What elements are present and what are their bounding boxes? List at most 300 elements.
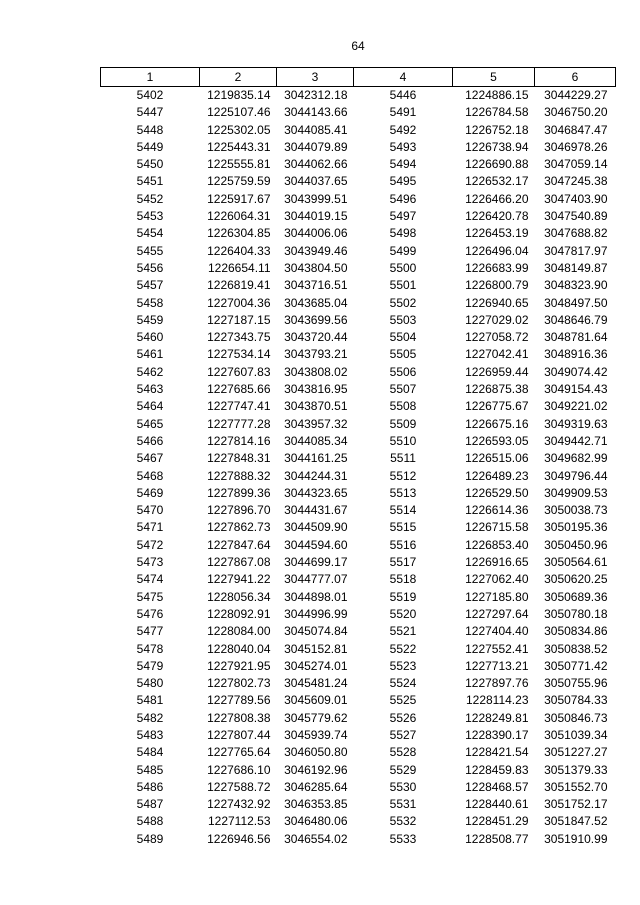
table-cell: 5449 [136,139,164,154]
table-cell: 3050755.96 [544,676,608,691]
table-cell: 5480 [136,676,164,691]
table-cell: 1226466.20 [465,191,529,206]
table-cell: 5468 [136,468,164,483]
table-cell: 5447 [136,105,164,120]
table-cell: 1226784.58 [465,105,529,120]
table-row [101,744,616,761]
table-cell: 3043793.21 [284,347,348,362]
table-cell: 3043720.44 [284,330,348,345]
table-cell: 1226916.65 [465,555,529,570]
table-cell: 1226715.58 [465,520,529,535]
table-row [101,658,616,675]
table-cell: 3051910.99 [544,831,608,846]
table-cell: 5487 [136,797,164,812]
table-cell: 1228468.57 [465,779,529,794]
table-cell: 3050834.86 [544,624,608,639]
table-cell: 5481 [136,693,164,708]
table-header-row [101,68,616,87]
table-cell: 5503 [389,312,417,327]
table-cell: 5500 [389,260,417,275]
table-cell: 1227862.73 [207,520,271,535]
table-cell: 5508 [389,399,417,414]
table-cell: 1225555.81 [207,157,271,172]
table-cell: 3046353.85 [284,797,348,812]
table-row [101,485,616,502]
table-cell: 3044037.65 [284,174,348,189]
table-cell: 3043685.04 [284,295,348,310]
table-cell: 1225443.31 [207,139,271,154]
table-row [101,468,616,485]
table-cell: 3050689.36 [544,589,608,604]
table-cell: 5479 [136,658,164,673]
table-cell: 3050780.18 [544,606,608,621]
table-cell: 3048497.50 [544,295,608,310]
table-cell: 1226683.99 [465,260,529,275]
table-cell: 3048323.90 [544,278,608,293]
table-row [101,398,616,415]
table-cell: 1228056.34 [207,589,271,604]
table-cell: 3047059.14 [544,157,608,172]
table-row [101,779,616,796]
table-row [101,606,616,623]
table-row [101,191,616,208]
table-cell: 5476 [136,606,164,621]
table-row [101,675,616,692]
table-cell: 3043808.02 [284,364,348,379]
table-cell: 5526 [389,710,417,725]
table-cell: 1228508.77 [465,831,529,846]
column-header: 1 [101,68,200,87]
table-cell: 5464 [136,399,164,414]
column-header: 4 [354,68,453,87]
table-cell: 1226752.18 [465,122,529,137]
table-cell: 1226940.65 [465,295,529,310]
table-cell: 3043999.51 [284,191,348,206]
table-cell: 1226489.23 [465,468,529,483]
column-header: 3 [277,68,354,87]
table-row [101,381,616,398]
table-cell: 1227404.40 [465,624,529,639]
table-cell: 5466 [136,433,164,448]
table-cell: 5492 [389,122,417,137]
table-cell: 5469 [136,485,164,500]
table-cell: 5460 [136,330,164,345]
table-cell: 5465 [136,416,164,431]
table-cell: 3043804.50 [284,260,348,275]
table-body [101,87,616,849]
table-cell: 3048781.64 [544,330,608,345]
table-cell: 1226529.50 [465,485,529,500]
table-cell: 3050784.33 [544,693,608,708]
table-cell: 3045939.74 [284,727,348,742]
table-cell: 5456 [136,260,164,275]
table-row [101,519,616,536]
table-cell: 3045152.81 [284,641,348,656]
table-cell: 5488 [136,814,164,829]
table-cell: 3048646.79 [544,312,608,327]
table-cell: 3047245.38 [544,174,608,189]
table-cell: 1227777.28 [207,416,271,431]
table-cell: 5482 [136,710,164,725]
table-cell: 3046978.26 [544,139,608,154]
table-cell: 5523 [389,658,417,673]
column-header: 5 [453,68,535,87]
table-row [101,537,616,554]
table-cell: 1226064.31 [207,209,271,224]
table-cell: 1227808.38 [207,710,271,725]
table-cell: 3044777.07 [284,572,348,587]
table-row [101,156,616,173]
table-row [101,692,616,709]
table-cell: 3045074.84 [284,624,348,639]
table-cell: 3044509.90 [284,520,348,535]
table-cell: 1227058.72 [465,330,529,345]
table-cell: 1227588.72 [207,779,271,794]
table-cell: 1227896.70 [207,503,271,518]
table-cell: 5493 [389,139,417,154]
table-cell: 1228084.00 [207,624,271,639]
table-cell: 5522 [389,641,417,656]
table-cell: 3051379.33 [544,762,608,777]
table-cell: 1227747.41 [207,399,271,414]
table-cell: 1224886.15 [465,88,529,102]
table-cell: 1226614.36 [465,503,529,518]
table-row [101,831,616,848]
table-cell: 1226800.79 [465,278,529,293]
table-cell: 5461 [136,347,164,362]
table-row [101,416,616,433]
table-cell: 5478 [136,641,164,656]
table-cell: 3044143.66 [284,105,348,120]
table-cell: 1226738.94 [465,139,529,154]
table-row [101,589,616,606]
table-cell: 5520 [389,606,417,621]
table-cell: 5458 [136,295,164,310]
table-row [101,173,616,190]
column-header: 6 [535,68,616,87]
table-cell: 3044062.66 [284,157,348,172]
table-cell: 3046554.02 [284,831,348,846]
table-cell: 5459 [136,312,164,327]
table-cell: 3044085.41 [284,122,348,137]
table-cell: 3044006.06 [284,226,348,241]
table-cell: 5471 [136,520,164,535]
table-cell: 5498 [389,226,417,241]
table-cell: 1226532.17 [465,174,529,189]
table-cell: 1227062.40 [465,572,529,587]
table-cell: 5477 [136,624,164,639]
table-cell: 1227899.36 [207,485,271,500]
page-number: 64 [351,39,365,53]
table-cell: 3047817.97 [544,243,608,258]
table-cell: 5452 [136,191,164,206]
table-cell: 3045609.01 [284,693,348,708]
table-cell: 5515 [389,520,417,535]
table-cell: 1227004.36 [207,295,271,310]
table-cell: 5527 [389,727,417,742]
table-cell: 5524 [389,676,417,691]
table-cell: 3044019.15 [284,209,348,224]
table-cell: 5528 [389,745,417,760]
table-row [101,762,616,779]
table-row [101,641,616,658]
table-cell: 5494 [389,157,417,172]
table-cell: 5507 [389,382,417,397]
table-cell: 3045274.01 [284,658,348,673]
table-cell: 1226775.67 [465,399,529,414]
table-cell: 1227112.53 [207,814,271,829]
table-cell: 1227432.92 [207,797,271,812]
table-cell: 1227941.22 [207,572,271,587]
table-cell: 1228421.54 [465,745,529,760]
table-row [101,450,616,467]
table-cell: 5475 [136,589,164,604]
table-cell: 3044996.99 [284,606,348,621]
table-cell: 1227807.44 [207,727,271,742]
table-cell: 1226853.40 [465,537,529,552]
table-cell: 1227042.41 [465,347,529,362]
table-row [101,225,616,242]
table-cell: 5530 [389,779,417,794]
table-cell: 3049442.71 [544,433,608,448]
table-cell: 1227686.10 [207,762,271,777]
table-cell: 5511 [390,451,416,466]
table-cell: 1227685.66 [207,382,271,397]
table-cell: 3045779.62 [284,710,348,725]
table-row [101,796,616,813]
table-cell: 3049074.42 [544,364,608,379]
table-cell: 3047540.89 [544,209,608,224]
table-cell: 3044594.60 [284,537,348,552]
table-cell: 1228092.91 [207,606,271,621]
table-cell: 3047688.82 [544,226,608,241]
table-cell: 3043870.51 [284,399,348,414]
table-cell: 3044229.27 [544,88,608,102]
table-cell: 1227921.95 [207,658,271,673]
table-cell: 3050038.73 [544,503,608,518]
table-cell: 5489 [136,831,164,846]
table-cell: 1228390.17 [465,727,529,742]
table-row [101,346,616,363]
table-cell: 1227847.64 [207,537,271,552]
table-cell: 3046847.47 [544,122,608,137]
table-cell: 1228451.29 [465,814,529,829]
table-cell: 5509 [389,416,417,431]
table-row [101,104,616,121]
table-cell: 5446 [389,88,417,102]
table-cell: 3044699.17 [284,555,348,570]
table-cell: 3050771.42 [544,658,608,673]
table-cell: 5473 [136,555,164,570]
table-cell: 1227297.64 [465,606,529,621]
table-cell: 3046285.64 [284,779,348,794]
table-cell: 5485 [136,762,164,777]
table-cell: 5516 [389,537,417,552]
table-cell: 3050195.36 [544,520,608,535]
table-cell: 3043816.95 [284,382,348,397]
table-row [101,623,616,640]
table-cell: 1226875.38 [465,382,529,397]
table-cell: 3044085.34 [284,433,348,448]
table-row [101,295,616,312]
table-cell: 5491 [389,105,417,120]
table-row [101,243,616,260]
table-cell: 1226690.88 [465,157,529,172]
table-row [101,727,616,744]
table-cell: 1228459.83 [465,762,529,777]
table-cell: 1227187.15 [207,312,271,327]
table-cell: 5463 [136,382,164,397]
table-cell: 5453 [136,209,164,224]
table-cell: 5501 [389,278,417,293]
table-cell: 3049909.53 [544,485,608,500]
table-row [101,87,616,105]
table-cell: 3044244.31 [284,468,348,483]
table-cell: 1226675.16 [465,416,529,431]
table-cell: 3051039.34 [544,727,608,742]
table-cell: 3043699.56 [284,312,348,327]
table-cell: 3051752.17 [544,797,608,812]
table-cell: 5454 [136,226,164,241]
table-cell: 3044431.67 [284,503,348,518]
table-cell: 5486 [136,779,164,794]
table-row [101,277,616,294]
table-cell: 3051552.70 [544,779,608,794]
table-cell: 1227814.16 [207,433,271,448]
table-cell: 5496 [389,191,417,206]
table-cell: 1227888.32 [207,468,271,483]
table-cell: 3048149.87 [544,260,608,275]
table-cell: 1225302.05 [207,122,271,137]
table-cell: 1227185.80 [465,589,529,604]
table-cell: 5457 [136,278,164,293]
table-cell: 3046050.80 [284,745,348,760]
table-cell: 3051847.52 [544,814,608,829]
table-cell: 3046480.06 [284,814,348,829]
table-cell: 1226404.33 [207,243,271,258]
table-row [101,260,616,277]
table-cell: 3044079.89 [284,139,348,154]
table-cell: 1228440.61 [465,797,529,812]
table-cell: 5402 [136,88,164,102]
table-cell: 3050620.25 [544,572,608,587]
table-cell: 1227607.83 [207,364,271,379]
table-cell: 5504 [389,330,417,345]
table-row [101,433,616,450]
table-cell: 3049319.63 [544,416,608,431]
table-cell: 5531 [389,797,417,812]
table-cell: 5529 [389,762,417,777]
table-cell: 5450 [136,157,164,172]
table-cell: 1228040.04 [207,641,271,656]
table-cell: 3051227.27 [544,745,608,760]
table-cell: 1228249.81 [465,710,529,725]
table-cell: 5506 [389,364,417,379]
table-row [101,312,616,329]
table-cell: 1226946.56 [207,831,271,846]
table-cell: 1227029.02 [465,312,529,327]
table-cell: 1227534.14 [207,347,271,362]
table-row [101,813,616,830]
table-row [101,329,616,346]
table-cell: 3044323.65 [284,485,348,500]
table-cell: 5521 [389,624,417,639]
table-cell: 3049221.02 [544,399,608,414]
table-cell: 5533 [389,831,417,846]
table-cell: 5505 [389,347,417,362]
table-cell: 5483 [136,727,164,742]
table-cell: 1225107.46 [207,105,271,120]
table-cell: 1228114.23 [465,693,529,708]
table-row [101,122,616,139]
table-cell: 3049682.99 [544,451,608,466]
table-cell: 1227713.21 [465,658,529,673]
table-cell: 5499 [389,243,417,258]
table-cell: 5448 [136,122,164,137]
table-row [101,364,616,381]
table-cell: 3048916.36 [544,347,608,362]
table-cell: 3050846.73 [544,710,608,725]
table-row [101,139,616,156]
table-cell: 1226453.19 [465,226,529,241]
table-cell: 1226515.06 [465,451,529,466]
table-cell: 1226304.85 [207,226,271,241]
table-cell: 3049796.44 [544,468,608,483]
table-cell: 3044161.25 [284,451,348,466]
table-cell: 1227802.73 [207,676,271,691]
table-cell: 1226593.05 [465,433,529,448]
table-cell: 5462 [136,364,164,379]
table-cell: 3050564.61 [544,555,608,570]
table-cell: 1227789.56 [207,693,271,708]
table-cell: 5474 [136,572,164,587]
table-cell: 3044898.01 [284,589,348,604]
table-cell: 3043949.46 [284,243,348,258]
table-cell: 3043957.32 [284,416,348,431]
table-cell: 5517 [389,555,417,570]
table-cell: 5484 [136,745,164,760]
table-cell: 5455 [136,243,164,258]
table-cell: 5525 [389,693,417,708]
table-cell: 5470 [136,503,164,518]
table-cell: 3042312.18 [284,88,348,102]
table-cell: 1227897.76 [465,676,529,691]
table-cell: 5502 [389,295,417,310]
table-cell: 5513 [389,485,417,500]
table-cell: 3045481.24 [284,676,348,691]
table-row [101,710,616,727]
table-row [101,208,616,225]
table-cell: 1227867.08 [207,555,271,570]
table-row [101,571,616,588]
table-cell: 5519 [389,589,417,604]
table-cell: 1227848.31 [207,451,271,466]
table-cell: 5497 [389,209,417,224]
table-cell: 3046192.96 [284,762,348,777]
table-cell: 1225917.67 [207,191,271,206]
table-cell: 5512 [389,468,417,483]
table-cell: 1227552.41 [465,641,529,656]
table-cell: 5451 [136,174,164,189]
table-row [101,554,616,571]
table-cell: 1227343.75 [207,330,271,345]
table-cell: 1225759.59 [207,174,271,189]
table-cell: 5510 [389,433,417,448]
table-cell: 3043716.51 [284,278,348,293]
table-cell: 5518 [389,572,417,587]
table-cell: 1226496.04 [465,243,529,258]
table-cell: 5514 [389,503,417,518]
